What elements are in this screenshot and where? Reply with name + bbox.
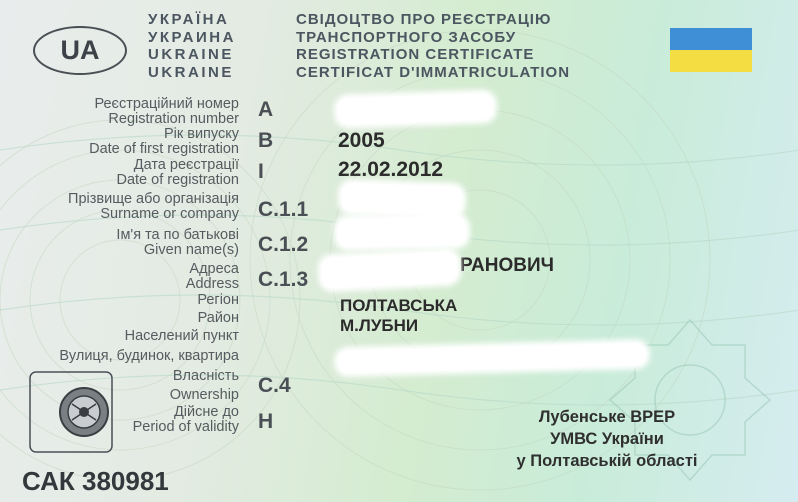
code-ownership: C.4 (258, 374, 291, 397)
value-settlement: М.ЛУБНИ (340, 316, 419, 335)
hologram-seal (28, 370, 114, 454)
label-settlement: Населений пункт (124, 328, 239, 344)
label-registration-number: Реєстраційний номер Registration number (94, 96, 239, 127)
label-district: Район (197, 310, 239, 326)
ukraine-flag (670, 28, 752, 72)
value-registration-date: 22.02.2012 (338, 158, 444, 181)
code-given-names: C.1.2 (258, 233, 309, 256)
serial-number: САК 380981 (22, 466, 169, 496)
code-validity: H (258, 410, 274, 433)
redaction-surname (342, 183, 463, 215)
label-address: Адреса Address (185, 261, 239, 292)
label-year: Рік випуску Date of first registration (89, 126, 239, 157)
label-given-names: Ім'я та по батькові Given name(s) (116, 227, 239, 258)
country-code-oval: UA (33, 26, 127, 75)
value-year: 2005 (338, 129, 385, 152)
redaction-given-names (338, 217, 466, 247)
label-street: Вулиця, будинок, квартира (59, 348, 239, 364)
value-given-names-partial: РАНОВИЧ (460, 255, 554, 276)
code-year: B (258, 129, 274, 152)
redaction-registration-number (338, 93, 494, 124)
label-surname: Прізвище або організація Surname or company (68, 191, 239, 222)
country-names: УКРАЇНА УКРАИНА UKRAINE UKRAINE (148, 11, 236, 81)
label-validity: Дійсне до Period of validity (132, 404, 239, 435)
label-ownership: Власність Ownership (169, 368, 239, 403)
label-region: Регіон (197, 292, 239, 308)
code-registration-number: A (258, 98, 274, 121)
label-registration-date: Дата реєстрації Date of registration (116, 157, 239, 188)
code-surname: C.1.1 (258, 198, 309, 221)
value-region: ПОЛТАВСЬКА (340, 296, 458, 315)
issuing-authority: Лубенське ВРЕР УМВС України у Полтавській області (516, 408, 698, 470)
flag-yellow-stripe (670, 50, 752, 72)
flag-blue-stripe (670, 28, 752, 50)
document-title: СВІДОЦТВО ПРО РЕЄСТРАЦІЮ ТРАНСПОРТНОГО ЗАСОБУ REGISTRATION CERTIFICATE CERTIFICAT D'IMMATRICULATION (296, 11, 571, 81)
code-address: C.1.3 (258, 268, 309, 291)
code-registration-date: I (258, 160, 264, 183)
